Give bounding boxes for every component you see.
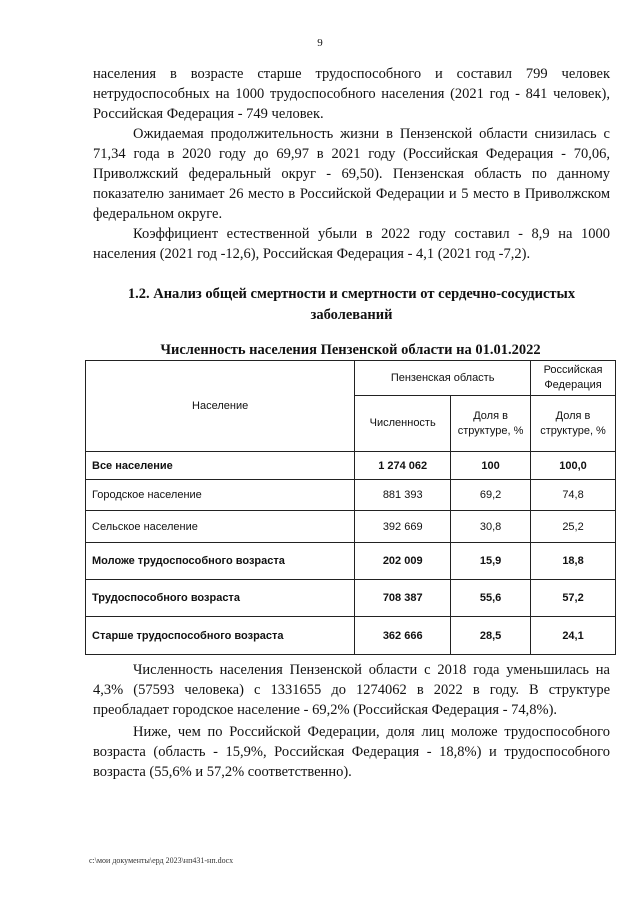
header-population: Население bbox=[86, 361, 355, 452]
row-share-russia: 57,2 bbox=[531, 580, 616, 617]
row-count: 202 009 bbox=[355, 543, 451, 580]
table-row bbox=[86, 543, 616, 580]
footer-file-path: c:\мои документы\ерд 2023\нп431-нп.docx bbox=[89, 856, 234, 865]
header-share-region: Доля в структуре, % bbox=[451, 396, 531, 452]
paragraph-continuation: населения в возрасте старше трудоспособного и составил 799 человек нетрудоспособных на 1000 трудоспособного населения (2021 год - 841 человек), Российская Федерация - 749 человек. bbox=[93, 66, 610, 122]
page-number: 9 bbox=[317, 37, 323, 49]
row-label: Моложе трудоспособного возраста bbox=[86, 543, 355, 580]
header-share-russia: Доля в структуре, % bbox=[531, 396, 616, 452]
row-count: 708 387 bbox=[355, 580, 451, 617]
paragraph-age-structure-text: Ниже, чем по Российской Федерации, доля лиц моложе трудоспособного возраста (область - 15,9%, Российская Федерация - 18,8%) и трудоспособного возраста (55,6% и 57,2% соответственно). bbox=[93, 724, 610, 780]
paragraph-population-change-text: Численность населения Пензенской области с 2018 года уменьшилась на 4,3% (57593 человека) с 1331655 до 1274062 в 2022 в году. В структуре преобладает городское население - 69,2% (Российская Федерация - 74,8%). bbox=[93, 662, 610, 718]
paragraph-age-structure bbox=[93, 722, 610, 782]
row-share-russia: 18,8 bbox=[531, 543, 616, 580]
row-label: Все население bbox=[86, 452, 355, 480]
paragraph-natural-decline-text: Коэффициент естественной убыли в 2022 году составил - 8,9 на 1000 населения (2021 год -12,6), Российская Федерация - 4,1 (2021 год -7,2). bbox=[93, 226, 610, 262]
population-table bbox=[85, 360, 616, 655]
row-share-russia: 100,0 bbox=[531, 452, 616, 480]
row-share-russia: 24,1 bbox=[531, 617, 616, 655]
paragraph-population-change bbox=[93, 660, 610, 720]
row-label: Старше трудоспособного возраста bbox=[86, 617, 355, 655]
header-count: Численность bbox=[355, 396, 451, 452]
row-share-region: 15,9 bbox=[451, 543, 531, 580]
row-count: 362 666 bbox=[355, 617, 451, 655]
table-row bbox=[86, 511, 616, 543]
row-count: 392 669 bbox=[355, 511, 451, 543]
row-count: 881 393 bbox=[355, 480, 451, 511]
section-title: 1.2. Анализ общей смертности и смертности от сердечно-сосудистых заболеваний bbox=[127, 286, 576, 323]
row-share-russia: 74,8 bbox=[531, 480, 616, 511]
row-share-region: 69,2 bbox=[451, 480, 531, 511]
table-row bbox=[86, 617, 616, 655]
table-caption: Численность населения Пензенской области на 01.01.2022 bbox=[160, 342, 541, 358]
header-region: Пензенская область bbox=[355, 361, 531, 396]
row-share-region: 28,5 bbox=[451, 617, 531, 655]
paragraph-life-expectancy bbox=[93, 124, 610, 224]
row-label: Городское население bbox=[86, 480, 355, 511]
paragraph-life-expectancy-text: Ожидаемая продолжительность жизни в Пензенской области снизилась с 71,34 года в 2020 году до 69,97 в 2021 году (Российская Федерация - 70,06, Приволжский федеральный округ - 69,50). Пензенская область по данному показателю занимает 26 место в Российской Федерации и 5 место в Приволжском федеральном округе. bbox=[93, 126, 610, 222]
table-row bbox=[86, 480, 616, 511]
table-row bbox=[86, 580, 616, 617]
table-row bbox=[86, 452, 616, 480]
row-share-region: 30,8 bbox=[451, 511, 531, 543]
paragraph-natural-decline bbox=[93, 224, 610, 264]
row-label: Сельское население bbox=[86, 511, 355, 543]
row-share-region: 100 bbox=[451, 452, 531, 480]
header-russia: Российская Федерация bbox=[531, 361, 616, 396]
row-label: Трудоспособного возраста bbox=[86, 580, 355, 617]
row-count: 1 274 062 bbox=[355, 452, 451, 480]
row-share-russia: 25,2 bbox=[531, 511, 616, 543]
row-share-region: 55,6 bbox=[451, 580, 531, 617]
